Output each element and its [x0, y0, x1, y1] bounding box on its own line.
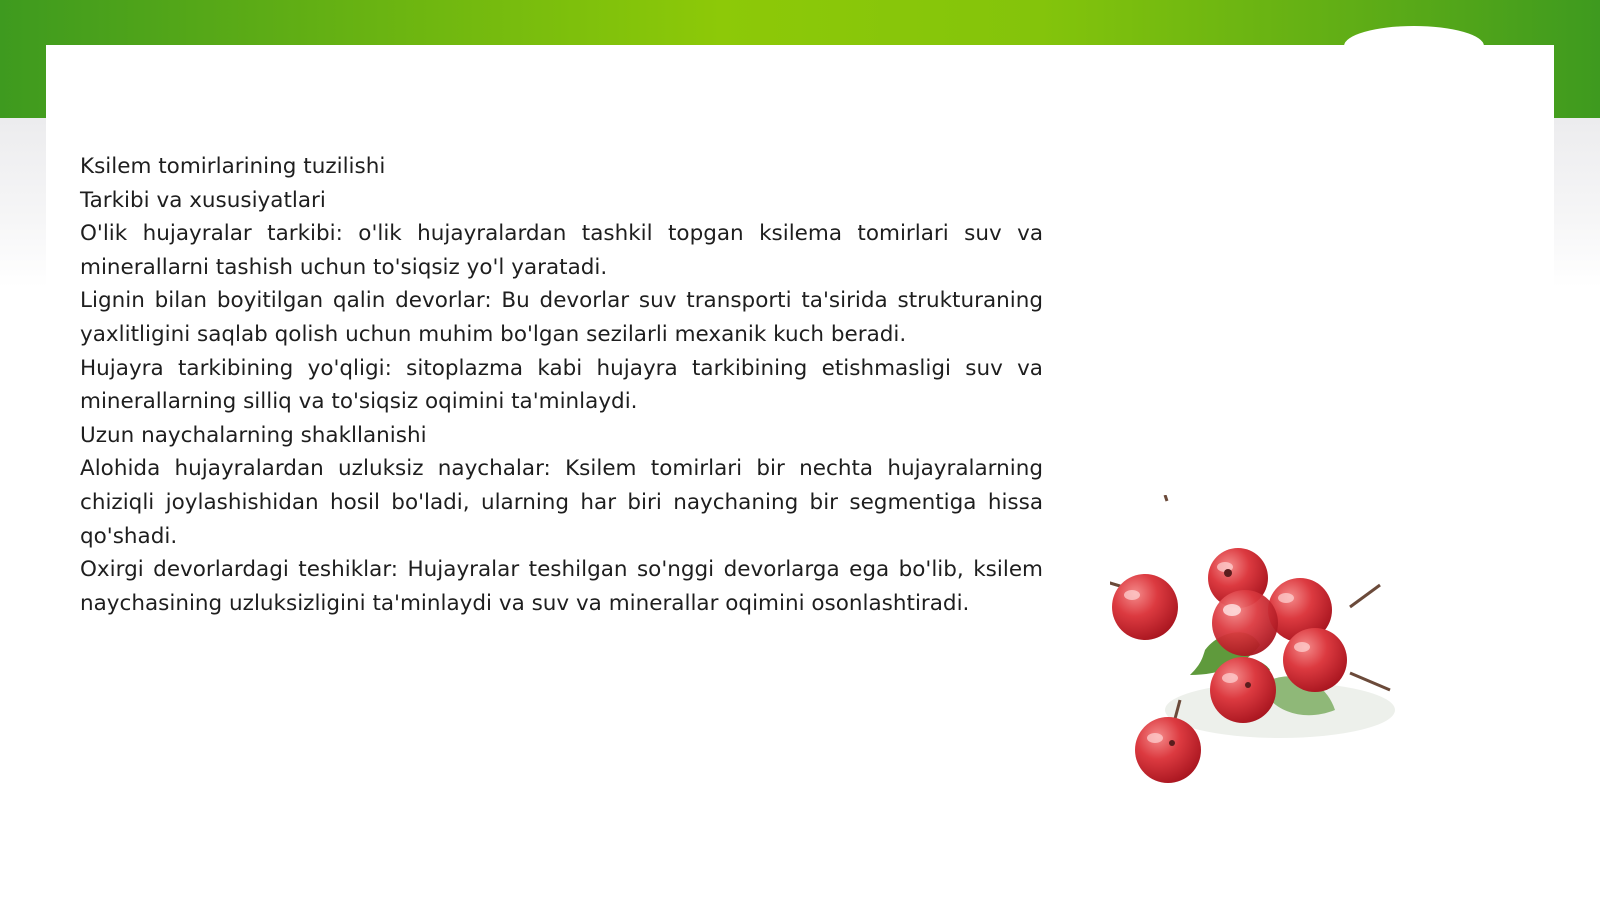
paragraph-lignin-walls: Lignin bilan boyitilgan qalin devorlar: Bu devorlar suv transporti ta'sirida strukturaning yaxlitligini saqlab qolish uchun muhim bo'lgan sezilarli mexanik kuch beradi.	[80, 288, 1043, 347]
paragraph-continuous-tubes: Alohida hujayralardan uzluksiz naychalar: Ksilem tomirlari bir nechta hujayralarning chiziqli joylashishidan hosil bo'ladi, ularning har biri naychaning bir segmentiga hissa qo'shadi.	[80, 456, 1043, 549]
paragraph-end-wall-pores: Oxirgi devorlardagi teshiklar: Hujayralar teshilgan so'nggi devorlarga ega bo'lib, ksilem naychasining uzluksizligini ta'minlaydi va suv va minerallar oqimini osonlashtiradi.	[80, 557, 1043, 616]
slide-text-body	[80, 150, 1043, 620]
subheading-composition: Tarkibi va xususiyatlari	[80, 187, 326, 213]
section-heading-tubes: Uzun naychalarning shakllanishi	[80, 422, 427, 448]
paragraph-dead-cells: O'lik hujayralar tarkibi: o'lik hujayralardan tashkil topgan ksilema tomirlari suv va minerallarni tashish uchun to'siqsiz yo'l yaratadi.	[80, 221, 1043, 280]
paragraph-no-cell-content: Hujayra tarkibining yo'qligi: sitoplazma kabi hujayra tarkibining etishmasligi suv va minerallarning silliq va to'siqsiz oqimini ta'minlaydi.	[80, 355, 1043, 415]
right-edge-shadow	[1550, 118, 1600, 288]
section-heading-structure: Ksilem tomirlarining tuzilishi	[80, 154, 386, 179]
left-edge-shadow	[0, 118, 50, 288]
hawthorn-berries-illustration	[1110, 495, 1430, 825]
